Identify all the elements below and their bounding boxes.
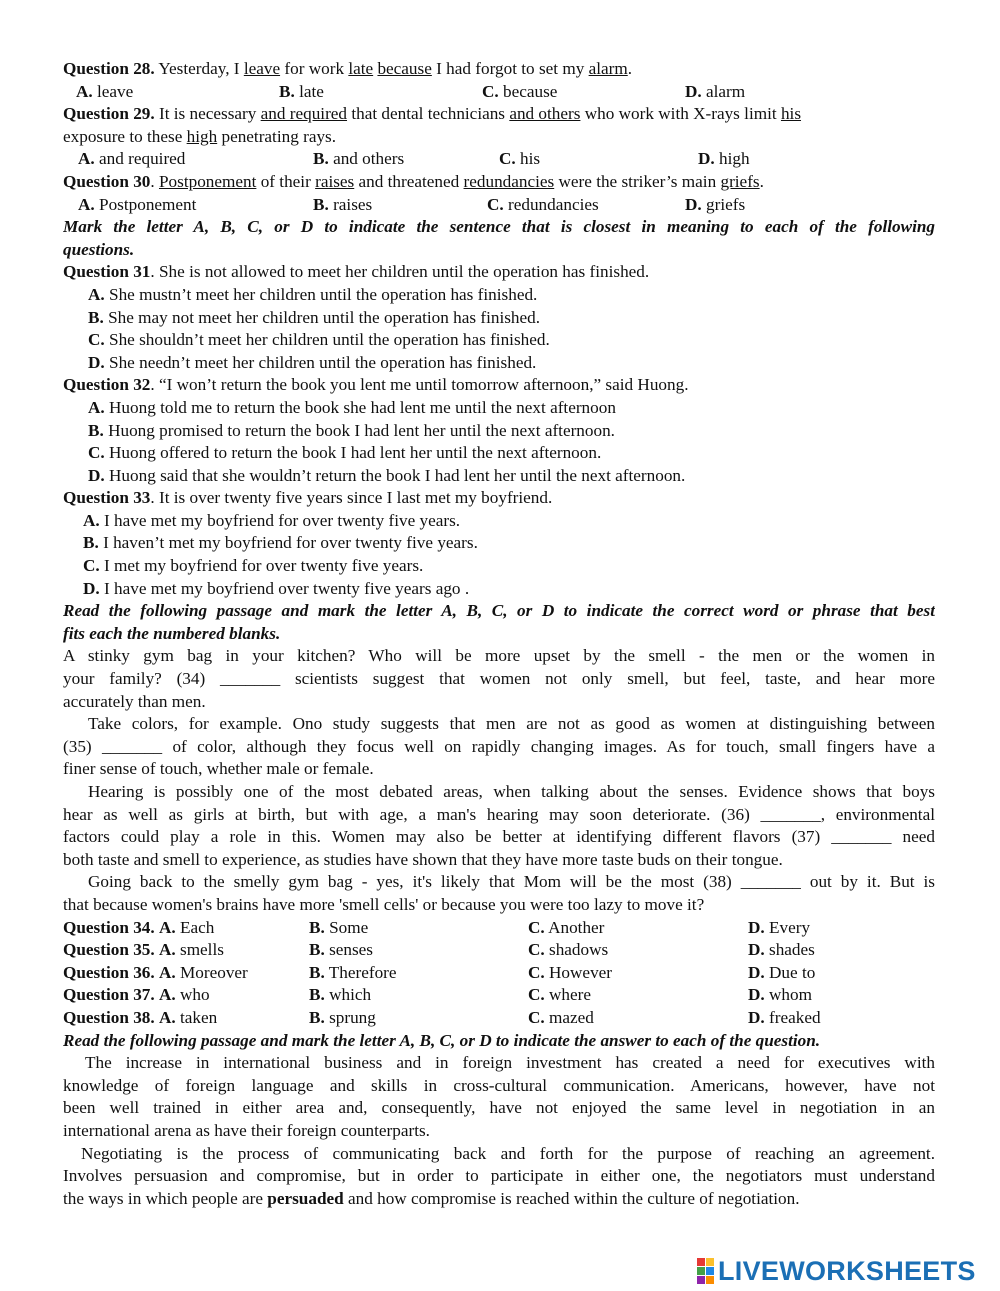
option-a[interactable]: A. leave xyxy=(76,81,134,101)
underlined-word: high xyxy=(186,126,218,146)
question-label: Question 28. xyxy=(63,59,155,78)
option-b[interactable]: B. I haven’t met my boyfriend for over twenty five years. xyxy=(83,533,478,553)
question-29: Question 29. It is necessary and required that dental technicians and others who work with X-rays limit his xyxy=(63,104,802,124)
question-label: Question 33 xyxy=(63,488,151,508)
section-instruction: Mark the letter A, B, C, or D to indicate the sentence that is closest in meaning to each of the following xyxy=(63,217,935,237)
option-d[interactable]: D. I have met my boyfriend over twenty five years ago . xyxy=(83,578,470,598)
option-c[interactable]: C. However xyxy=(528,962,613,982)
passage-line: (35) _______ of color, although they focus well on rapidly changing images. As for touch, small fingers have a xyxy=(63,736,935,756)
passage-line: Take colors, for example. Ono study suggests that men are not as good as women at distinguishing between xyxy=(88,714,935,734)
option-b[interactable]: B. Therefore xyxy=(309,962,397,982)
question-30: Question 30. Postponement of their raises and threatened redundancies were the striker’s main griefs. xyxy=(63,171,764,191)
option-a[interactable]: Question 36. A. Moreover xyxy=(63,962,248,982)
passage-line: both taste and smell to experience, as studies have shown that they have more taste buds on their tongue. xyxy=(63,849,783,869)
section-instruction-cont: questions. xyxy=(63,239,135,259)
passage-line: The increase in international business and in foreign investment has created a need for executives with xyxy=(85,1053,935,1073)
option-b[interactable]: B. She may not meet her children until the operation has finished. xyxy=(88,307,541,327)
question-label: Question 31 xyxy=(63,262,151,282)
question-28-options xyxy=(63,81,935,104)
question-38 xyxy=(63,1007,935,1030)
underlined-word: late xyxy=(348,59,374,78)
worksheet-page xyxy=(63,58,935,1210)
question-29-line2: exposure to these high penetrating rays. xyxy=(63,126,337,146)
passage-line: that because women's brains have more 'smell cells' or because you were too lazy to move it? xyxy=(63,894,705,914)
option-a[interactable]: A. I have met my boyfriend for over twenty five years. xyxy=(83,510,461,530)
passage-line: hear as well as girls at birth, but with age, a man's hearing may soon deteriorate. (36) _______, environmental xyxy=(63,804,935,824)
option-a[interactable]: A. She mustn’t meet her children until the operation has finished. xyxy=(88,284,538,304)
question-37 xyxy=(63,984,935,1007)
option-b[interactable]: B. senses xyxy=(309,940,373,960)
option-d[interactable]: D. Every xyxy=(748,917,811,937)
passage-line: factors could play a role in this. Women may also be better at identifying different flavors (37) _______ need xyxy=(63,827,935,847)
underlined-word: his xyxy=(780,104,802,124)
option-a[interactable]: Question 37. A. who xyxy=(63,985,210,1005)
question-29-options xyxy=(63,148,935,171)
option-a[interactable]: Question 38. A. taken xyxy=(63,1007,218,1027)
option-c[interactable]: C. Another xyxy=(528,917,605,937)
underlined-word: and others xyxy=(509,104,581,124)
option-a[interactable]: Question 34. A. Each xyxy=(63,917,215,937)
option-d[interactable]: D. whom xyxy=(748,985,812,1005)
section-instruction: Read the following passage and mark the letter A, B, C, or D to indicate the correct word or phrase that best xyxy=(63,601,935,621)
underlined-word: griefs xyxy=(720,171,760,191)
question-36 xyxy=(63,962,935,985)
passage-line: Hearing is possibly one of the most debated areas, when talking about the senses. Evidence shows that boys xyxy=(88,782,935,801)
option-c[interactable]: C. because xyxy=(482,81,558,101)
underlined-word: leave xyxy=(243,59,281,78)
passage-line: international arena as have their foreign counterparts. xyxy=(63,1120,430,1140)
logo-text: LIVEWORKSHEETS xyxy=(718,1255,976,1286)
passage-line: Involves persuasion and compromise, but in order to participate in either one, the negotiators must understand xyxy=(63,1166,935,1186)
underlined-word: and required xyxy=(260,104,348,124)
option-b[interactable]: B. Huong promised to return the book I had lent her until the next afternoon. xyxy=(88,420,615,440)
passage-line: A stinky gym bag in your kitchen? Who will be more upset by the smell - the men or the women in xyxy=(63,646,935,666)
option-d[interactable]: D. high xyxy=(698,149,750,169)
option-c[interactable]: C. redundancies xyxy=(487,194,599,214)
option-c[interactable]: C. She shouldn’t meet her children until the operation has finished. xyxy=(88,330,550,350)
question-28: Question 28. Yesterday, I leave for work late because I had forgot to set my alarm. xyxy=(63,59,633,78)
option-b[interactable]: B. late xyxy=(279,81,324,101)
question-33: Question 33. It is over twenty five years since I last met my boyfriend. xyxy=(63,488,553,508)
liveworksheets-logo xyxy=(697,1256,976,1286)
passage-line: the ways in which people are persuaded and how compromise is reached within the culture of negotiation. xyxy=(63,1188,800,1208)
passage-line: your family? (34) _______ scientists suggest that women not only smell, but feel, taste, and hear more xyxy=(63,669,935,689)
option-b[interactable]: B. raises xyxy=(313,194,373,214)
option-d[interactable]: D. She needn’t meet her children until the operation has finished. xyxy=(88,352,537,372)
question-35 xyxy=(63,939,935,962)
passage-line: accurately than men. xyxy=(63,691,206,711)
section-instruction-cont: fits each the numbered blanks. xyxy=(63,623,281,643)
question-34 xyxy=(63,917,935,940)
question-32: Question 32. “I won’t return the book you lent me until tomorrow afternoon,” said Huong. xyxy=(63,375,689,395)
option-d[interactable]: D. freaked xyxy=(748,1007,821,1027)
option-c[interactable]: C. where xyxy=(528,985,592,1005)
passage-line: Going back to the smelly gym bag - yes, it's likely that Mom will be the most (38) _______ out by it. But is xyxy=(88,872,935,892)
option-d[interactable]: D. alarm xyxy=(685,81,746,101)
underlined-word: redundancies xyxy=(463,171,555,191)
option-a[interactable]: Question 35. A. smells xyxy=(63,940,224,960)
option-c[interactable]: C. shadows xyxy=(528,940,609,960)
underlined-word: because xyxy=(377,59,432,78)
option-d[interactable]: D. griefs xyxy=(685,194,746,214)
section-instruction: Read the following passage and mark the letter A, B, C, or D to indicate the answer to each of the question. xyxy=(63,1030,821,1050)
question-label: Question 32 xyxy=(63,375,151,395)
passage-line: finer sense of touch, whether male or female. xyxy=(63,759,374,779)
option-b[interactable]: B. sprung xyxy=(309,1007,376,1027)
bold-keyword: persuaded xyxy=(267,1188,344,1208)
option-a[interactable]: A. and required xyxy=(78,149,186,169)
question-30-options xyxy=(63,194,935,217)
option-b[interactable]: B. which xyxy=(309,985,372,1005)
option-d[interactable]: D. Huong said that she wouldn’t return the book I had lent her until the next afternoon. xyxy=(88,465,686,485)
option-c[interactable]: C. Huong offered to return the book I had lent her until the next afternoon. xyxy=(88,443,602,463)
logo-icon xyxy=(697,1258,714,1284)
passage-line: been well trained in either area and, consequently, have not enjoyed the same level in negotiation in an xyxy=(63,1098,935,1118)
option-a[interactable]: A. Postponement xyxy=(78,194,197,214)
option-c[interactable]: C. mazed xyxy=(528,1007,594,1027)
underlined-word: alarm xyxy=(588,59,628,78)
question-label: Question 30 xyxy=(63,171,151,191)
question-31: Question 31. She is not allowed to meet her children until the operation has finished. xyxy=(63,262,650,282)
option-c[interactable]: C. his xyxy=(499,149,541,169)
underlined-word: raises xyxy=(315,171,355,191)
underlined-word: Postponement xyxy=(158,171,257,191)
option-b[interactable]: B. and others xyxy=(313,149,405,169)
option-c[interactable]: C. I met my boyfriend for over twenty five years. xyxy=(83,556,424,576)
option-a[interactable]: A. Huong told me to return the book she had lent me until the next afternoon xyxy=(88,397,616,417)
option-d[interactable]: D. shades xyxy=(748,940,815,960)
option-d[interactable]: D. Due to xyxy=(748,962,816,982)
option-b[interactable]: B. Some xyxy=(309,917,369,937)
question-label: Question 29. xyxy=(63,104,155,124)
passage-line: knowledge of foreign language and skills in cross-cultural communication. Americans, however, have not xyxy=(63,1075,935,1095)
passage-line: Negotiating is the process of communicating back and forth for the purpose of reaching an agreement. xyxy=(81,1143,935,1163)
